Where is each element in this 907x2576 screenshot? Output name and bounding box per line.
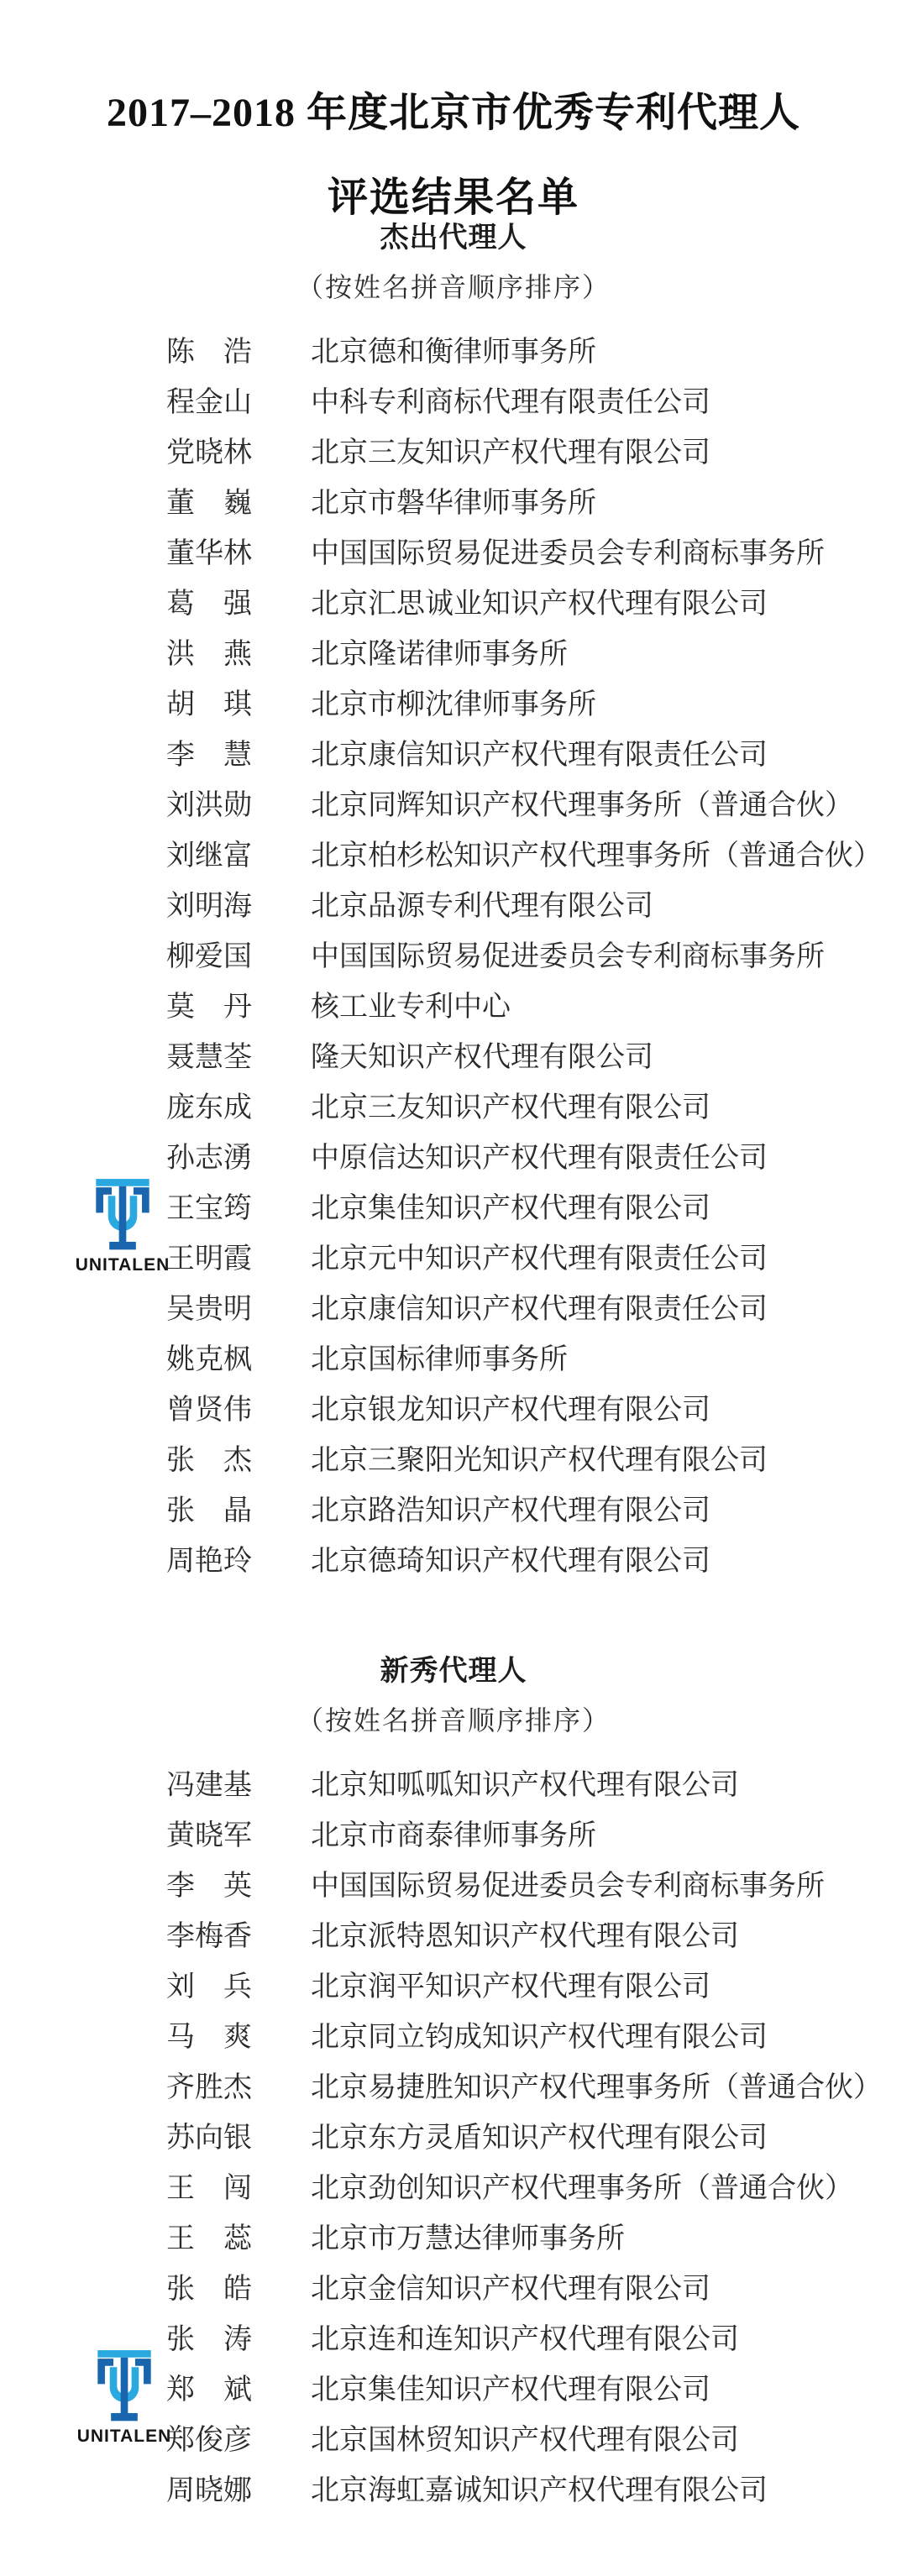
agent-company: 北京柏杉松知识产权代理事务所（普通合伙）: [311, 840, 882, 872]
agent-list: [0, 1757, 907, 2512]
list-item: [0, 374, 907, 424]
agent-company: 北京三友知识产权代理有限公司: [311, 1092, 710, 1123]
page-title-line1: 2017–2018 年度北京市优秀专利代理人: [106, 91, 800, 135]
agent-company: 北京海虹嘉诚知识产权代理有限公司: [311, 2474, 768, 2506]
list-item: [0, 575, 907, 626]
list-item: [0, 2311, 907, 2361]
list-item: [0, 1482, 907, 1532]
agent-company: 北京市万慧达律师事务所: [311, 2223, 625, 2254]
agent-name: 聂慧荃: [166, 1041, 252, 1073]
agent-name: 刘洪勋: [166, 789, 252, 821]
list-item: [0, 978, 907, 1029]
agent-name: 王 闯: [166, 2172, 252, 2204]
agent-company: 北京汇思诚业知识产权代理有限公司: [311, 588, 768, 620]
list-item: [0, 1532, 907, 1583]
section-heading: 杰出代理人: [380, 223, 527, 254]
list-item: [0, 424, 907, 474]
agent-company: 北京劲创知识产权代理事务所（普通合伙）: [311, 2172, 853, 2204]
agent-company: 北京元中知识产权代理有限责任公司: [311, 1243, 768, 1275]
list-item: [0, 1857, 907, 1908]
agent-company: 北京润平知识产权代理有限公司: [311, 1971, 710, 2003]
agent-name: 张 晶: [166, 1495, 252, 1526]
page-title-line2: 评选结果名单: [327, 175, 579, 220]
agent-name: 董华林: [166, 537, 252, 569]
agent-name: 李梅香: [166, 1920, 252, 1952]
list-item: [0, 2411, 907, 2462]
agent-name: 刘 兵: [166, 1971, 252, 2003]
list-item: [0, 626, 907, 676]
agent-company: 北京连和连知识产权代理有限公司: [311, 2323, 739, 2355]
agent-name: 李 英: [166, 1870, 252, 1902]
agent-list: [0, 323, 907, 1583]
agent-company: 北京德琦知识产权代理有限公司: [311, 1545, 710, 1577]
list-item: [0, 1129, 907, 1180]
agent-company: 北京国林贸知识产权代理有限公司: [311, 2424, 739, 2456]
agent-name: 苏向银: [166, 2122, 252, 2154]
agent-name: 胡 琪: [166, 689, 252, 720]
list-item: [0, 827, 907, 877]
agent-company: 北京路浩知识产权代理有限公司: [311, 1495, 710, 1526]
agent-company: 北京市商泰律师事务所: [311, 1819, 596, 1851]
agent-name: 陈 浩: [166, 336, 252, 368]
agent-company: 中原信达知识产权代理有限责任公司: [311, 1142, 768, 1174]
agent-company: 北京银龙知识产权代理有限公司: [311, 1394, 710, 1426]
agent-company: 北京易捷胜知识产权代理事务所（普通合伙）: [311, 2071, 882, 2103]
agent-name: 程金山: [166, 386, 252, 418]
agent-company: 北京康信知识产权代理有限责任公司: [311, 739, 768, 771]
agent-company: 北京三聚阳光知识产权代理有限公司: [311, 1444, 768, 1476]
list-item: [0, 928, 907, 978]
agent-name: 黄晓军: [166, 1819, 252, 1851]
list-item: [0, 1029, 907, 1079]
agent-name: 冯建基: [166, 1769, 252, 1801]
agent-company: 北京同立钧成知识产权代理有限公司: [311, 2021, 768, 2053]
agent-company: 北京东方灵盾知识产权代理有限公司: [311, 2122, 768, 2154]
list-item: [0, 1958, 907, 2008]
section-rising-agents: [0, 1655, 907, 2512]
agent-name: 张 杰: [166, 1444, 252, 1476]
agent-name: 郑俊彦: [166, 2424, 252, 2456]
agent-company: 隆天知识产权代理有限公司: [311, 1041, 653, 1073]
agent-company: 北京品源专利代理有限公司: [311, 890, 653, 922]
list-item: [0, 2260, 907, 2311]
list-item: [0, 1757, 907, 1807]
list-item: [0, 1908, 907, 1958]
list-item: [0, 525, 907, 575]
agent-company: 中科专利商标代理有限责任公司: [311, 386, 710, 418]
agent-company: 北京市磐华律师事务所: [311, 487, 596, 519]
agent-name: 周艳玲: [166, 1545, 252, 1577]
sort-note: （按姓名拼音顺序排序）: [296, 272, 611, 302]
unitalen-logo-text: UNITALEN: [76, 2427, 172, 2446]
list-item: [0, 777, 907, 827]
list-item: [0, 1280, 907, 1331]
section-outstanding-agents: [0, 222, 907, 1583]
list-item: [0, 474, 907, 525]
agent-name: 孙志湧: [166, 1142, 252, 1174]
section-heading: 新秀代理人: [380, 1656, 527, 1687]
agent-name: 王 蕊: [166, 2223, 252, 2254]
list-item: [0, 1180, 907, 1230]
list-item: [0, 2109, 907, 2160]
agent-name: 刘继富: [166, 840, 252, 872]
agent-name: 郑 斌: [166, 2374, 252, 2406]
list-item: [0, 2059, 907, 2109]
agent-company: 北京隆诺律师事务所: [311, 638, 568, 670]
list-item: [0, 1331, 907, 1381]
unitalen-logo-text: UNITALEN: [75, 1255, 170, 1275]
agent-name: 张 涛: [166, 2323, 252, 2355]
agent-company: 北京康信知识产权代理有限责任公司: [311, 1293, 768, 1325]
agent-company: 中国国际贸易促进委员会专利商标事务所: [311, 940, 825, 972]
agent-name: 王明霞: [166, 1243, 252, 1275]
list-item: [0, 323, 907, 374]
agent-company: 中国国际贸易促进委员会专利商标事务所: [311, 1870, 825, 1902]
agent-name: 周晓娜: [166, 2474, 252, 2506]
agent-name: 王宝筠: [166, 1192, 252, 1224]
agent-name: 曾贤伟: [166, 1394, 252, 1426]
agent-name: 姚克枫: [166, 1343, 252, 1375]
list-item: [0, 1079, 907, 1129]
agent-company: 北京国标律师事务所: [311, 1343, 568, 1375]
agent-name: 刘明海: [166, 890, 252, 922]
list-item: [0, 2462, 907, 2512]
agent-name: 葛 强: [166, 588, 252, 620]
agent-company: 核工业专利中心: [311, 991, 511, 1023]
agent-company: 北京市柳沈律师事务所: [311, 689, 596, 720]
agent-company: 北京三友知识产权代理有限公司: [311, 437, 710, 469]
agent-name: 柳爱国: [166, 940, 252, 972]
agent-company: 北京金信知识产权代理有限公司: [311, 2273, 710, 2305]
agent-company: 北京集佳知识产权代理有限公司: [311, 1192, 710, 1224]
agent-name: 李 慧: [166, 739, 252, 771]
agent-name: 党晓林: [166, 437, 252, 469]
agent-name: 马 爽: [166, 2021, 252, 2053]
list-item: [0, 2008, 907, 2059]
list-item: [0, 2160, 907, 2210]
list-item: [0, 2210, 907, 2260]
list-item: [0, 1432, 907, 1482]
sort-note: （按姓名拼音顺序排序）: [296, 1705, 611, 1736]
list-item: [0, 726, 907, 777]
agent-name: 吴贵明: [166, 1293, 252, 1325]
agent-company: 北京同辉知识产权代理事务所（普通合伙）: [311, 789, 853, 821]
list-item: [0, 676, 907, 726]
agent-company: 北京知呱呱知识产权代理有限公司: [311, 1769, 739, 1801]
agent-name: 莫 丹: [166, 991, 252, 1023]
agent-name: 董 巍: [166, 487, 252, 519]
list-item: [0, 1381, 907, 1432]
agent-name: 庞东成: [166, 1092, 252, 1123]
agent-name: 齐胜杰: [166, 2071, 252, 2103]
agent-company: 北京派特恩知识产权代理有限公司: [311, 1920, 739, 1952]
list-item: [0, 1230, 907, 1280]
agent-name: 洪 燕: [166, 638, 252, 670]
list-item: [0, 2361, 907, 2411]
agent-company: 中国国际贸易促进委员会专利商标事务所: [311, 537, 825, 569]
agent-company: 北京德和衡律师事务所: [311, 336, 596, 368]
agent-name: 张 皓: [166, 2273, 252, 2305]
agent-company: 北京集佳知识产权代理有限公司: [311, 2374, 710, 2406]
list-item: [0, 1807, 907, 1857]
list-item: [0, 877, 907, 928]
